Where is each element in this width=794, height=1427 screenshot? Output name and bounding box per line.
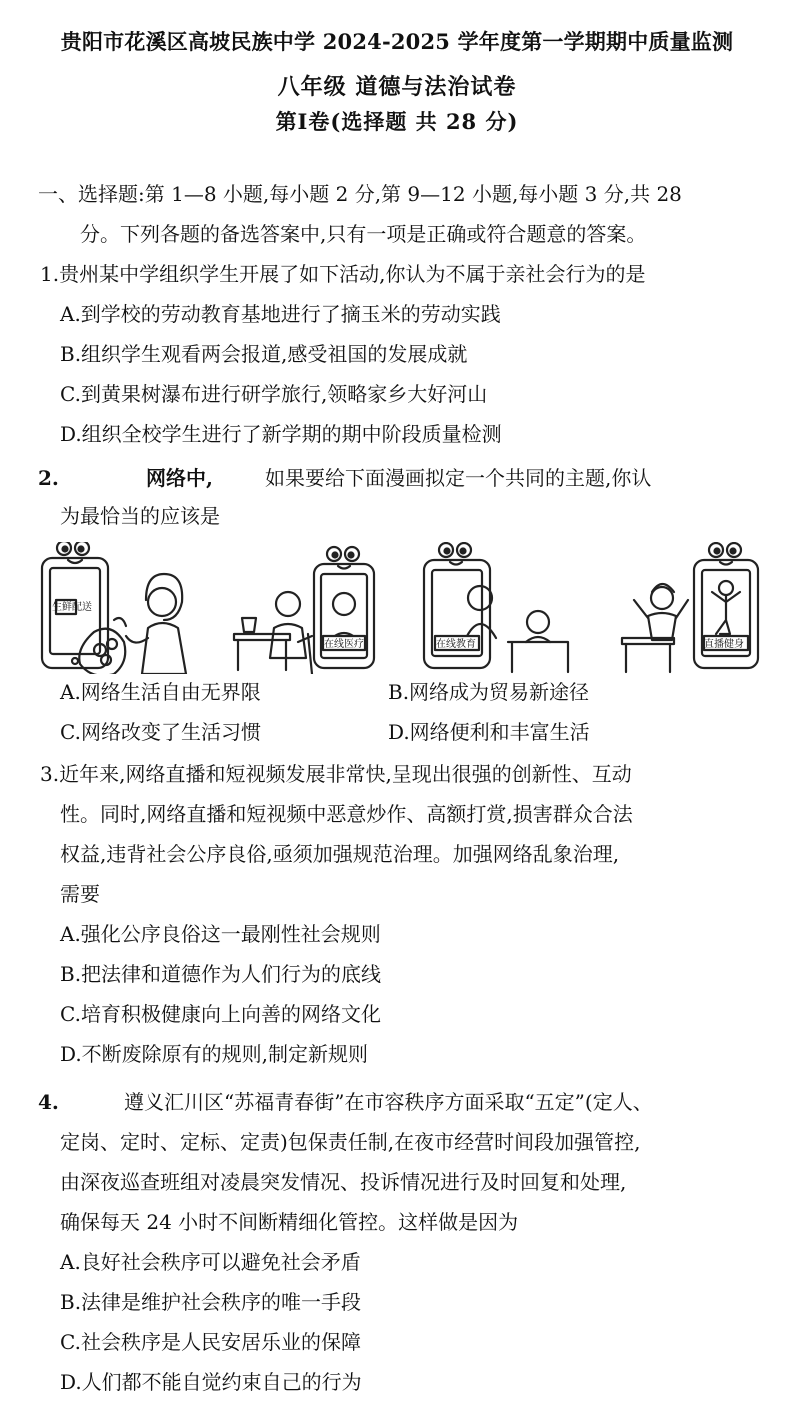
q4-stem-line4: 确保每天 24 小时不间断精细化管控。这样做是因为 bbox=[60, 1210, 519, 1234]
comic-label-live-fitness: 直播健身 bbox=[704, 639, 744, 650]
q3-option-a[interactable]: A.强化公序良俗这一最刚性社会规则 bbox=[60, 922, 381, 946]
q4-option-d[interactable]: D.人们都不能自觉约束自己的行为 bbox=[60, 1370, 362, 1394]
comic-live-fitness bbox=[622, 543, 758, 672]
q2-stem-line1: 如果要给下面漫画拟定一个共同的主题,你认 bbox=[265, 466, 652, 490]
q4-number bbox=[38, 1088, 59, 1116]
q4-stem-line3: 由深夜巡查班组对凌晨突发情况、投诉情况进行及时回复和处理, bbox=[60, 1170, 627, 1194]
q2-option-b[interactable]: B.网络成为贸易新途径 bbox=[388, 680, 590, 704]
section-title: 第Ⅰ卷(选择题 共 28 分) bbox=[275, 109, 519, 134]
q3-stem-line3: 权益,违背社会公序良俗,亟须加强规范治理。加强网络乱象治理, bbox=[60, 842, 620, 866]
q3-option-c[interactable]: C.培育积极健康向上向善的网络文化 bbox=[60, 1002, 381, 1026]
q2-lead: 网络中, bbox=[146, 466, 213, 490]
section-instruction-line1: 一、选择题:第 1—8 小题,每小题 2 分,第 9—12 小题,每小题 3 分,共 28 bbox=[38, 182, 682, 206]
q2-comic-strip bbox=[38, 542, 768, 674]
q2-option-d[interactable]: D.网络便利和丰富生活 bbox=[388, 720, 590, 744]
comic-label-online-medical: 在线医疗 bbox=[324, 639, 364, 650]
comic-online-education bbox=[424, 543, 568, 672]
exam-title: 贵阳市花溪区高坡民族中学 2024-2025 学年度第一学期期中质量监测 bbox=[60, 29, 734, 54]
q2-stem-line2: 为最恰当的应该是 bbox=[60, 504, 220, 528]
q4-num: 4. bbox=[38, 1090, 59, 1114]
q1-option-a[interactable]: A.到学校的劳动教育基地进行了摘玉米的劳动实践 bbox=[60, 302, 501, 326]
q3-stem-line4: 需要 bbox=[60, 882, 100, 906]
q1-option-d[interactable]: D.组织全校学生进行了新学期的期中阶段质量检测 bbox=[60, 422, 502, 446]
q3-option-b[interactable]: B.把法律和道德作为人们行为的底线 bbox=[60, 962, 382, 986]
q3-stem-line2: 性。同时,网络直播和短视频中恶意炒作、高额打赏,损害群众合法 bbox=[60, 802, 633, 826]
q2-number bbox=[38, 464, 59, 492]
q2-option-a[interactable]: A.网络生活自由无界限 bbox=[60, 680, 261, 704]
q3-stem-line1: 3.近年来,网络直播和短视频发展非常快,呈现出很强的创新性、互动 bbox=[40, 762, 632, 786]
exam-subtitle: 八年级 道德与法治试卷 bbox=[277, 74, 517, 100]
comic-label-online-education: 在线教育 bbox=[436, 639, 476, 650]
comic-label-fresh-delivery: 生鲜配送 bbox=[52, 602, 92, 613]
q4-stem-line1: 遵义汇川区“苏福青春街”在市容秩序方面采取“五定”(定人、 bbox=[124, 1090, 653, 1114]
q4-option-b[interactable]: B.法律是维护社会秩序的唯一手段 bbox=[60, 1290, 362, 1314]
comic-elder-telemedicine bbox=[234, 547, 374, 674]
q1-stem: 1.贵州某中学组织学生开展了如下活动,你认为不属于亲社会行为的是 bbox=[40, 262, 646, 286]
q4-stem-line2: 定岗、定时、定标、定责)包保责任制,在夜市经营时间段加强管控, bbox=[60, 1130, 641, 1154]
q4-option-c[interactable]: C.社会秩序是人民安居乐业的保障 bbox=[60, 1330, 361, 1354]
q1-option-b[interactable]: B.组织学生观看两会报道,感受祖国的发展成就 bbox=[60, 342, 468, 366]
q4-option-a[interactable]: A.良好社会秩序可以避免社会矛盾 bbox=[60, 1250, 361, 1274]
section-instruction-line2: 分。下列各题的备选答案中,只有一项是正确或符合题意的答案。 bbox=[80, 222, 647, 246]
q2-option-c[interactable]: C.网络改变了生活习惯 bbox=[60, 720, 261, 744]
q3-option-d[interactable]: D.不断废除原有的规则,制定新规则 bbox=[60, 1042, 369, 1066]
q1-option-c[interactable]: C.到黄果树瀑布进行研学旅行,领略家乡大好河山 bbox=[60, 382, 488, 406]
q2-num: 2. bbox=[38, 466, 59, 490]
